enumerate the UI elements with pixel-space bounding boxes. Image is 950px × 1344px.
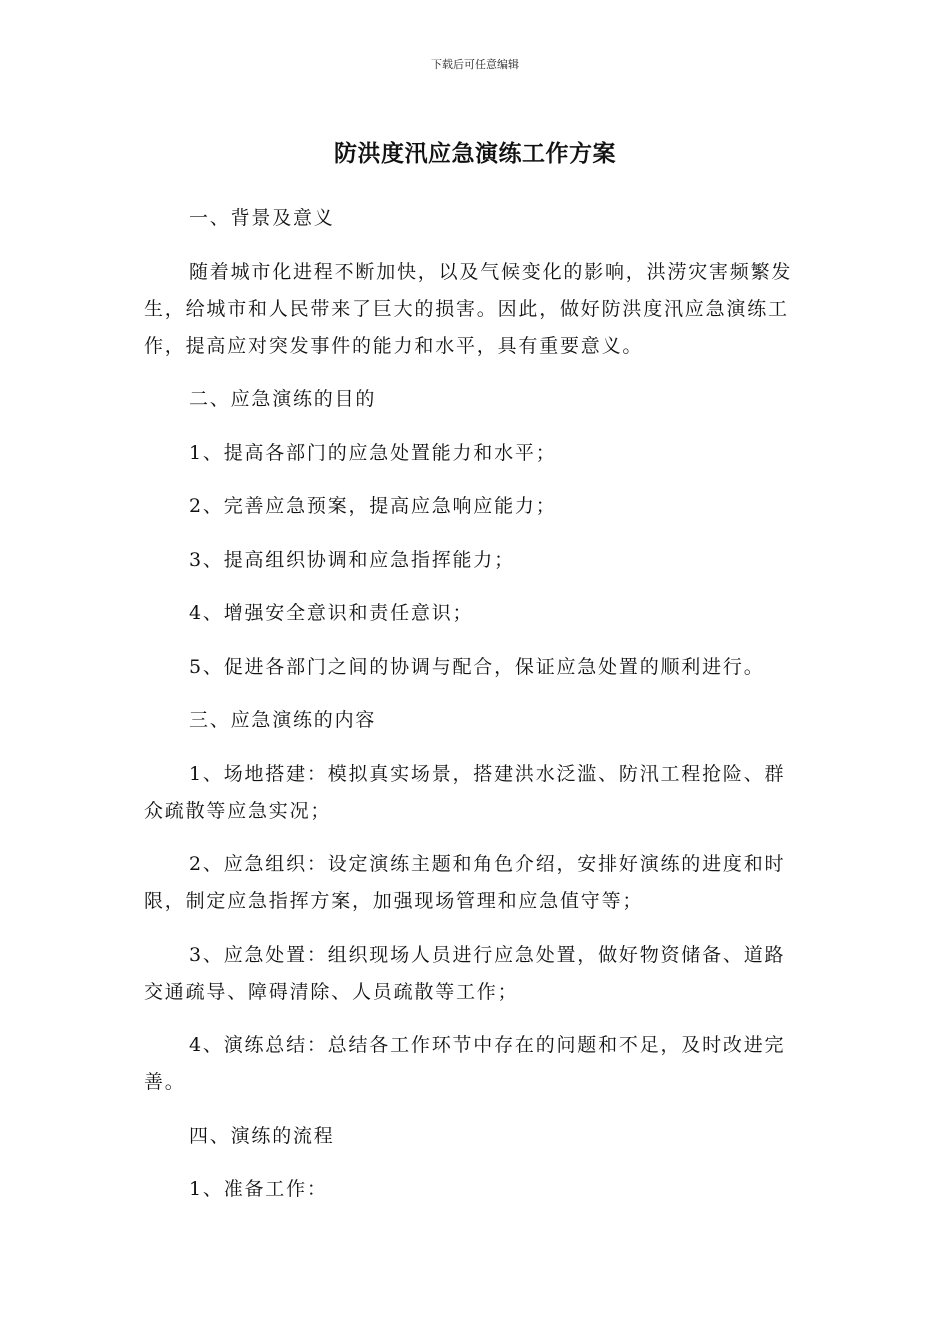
document-body bbox=[144, 200, 806, 1225]
list-item: 2、完善应急预案，提高应急响应能力； bbox=[189, 495, 557, 517]
section-heading-process: 四、演练的流程 bbox=[189, 1124, 335, 1147]
section-heading-purpose: 二、应急演练的目的 bbox=[189, 388, 377, 410]
list-item: 3、应急处置：组织现场人员进行应急处置，做好物资储备、道路交通疏导、障碍清除、人员疏散等工作； bbox=[144, 943, 786, 1003]
list-item: 3、提高组织协调和应急指挥能力； bbox=[189, 548, 515, 571]
paragraph-background: 随着城市化进程不断加快，以及气候变化的影响，洪涝灾害频繁发生，给城市和人民带来了巨大的损害。因此，做好防洪度汛应急演练工作，提高应对突发事件的能力和水平，具有重要意义。 bbox=[144, 260, 793, 357]
list-item: 1、场地搭建：模拟真实场景，搭建洪水泛滥、防汛工程抢险、群众疏散等应急实况； bbox=[144, 762, 786, 822]
section-heading-background: 一、背景及意义 bbox=[189, 207, 335, 229]
list-item: 1、提高各部门的应急处置能力和水平； bbox=[189, 441, 557, 464]
list-item: 5、促进各部门之间的协调与配合，保证应急处置的顺利进行。 bbox=[189, 655, 765, 678]
page-title: 防洪度汛应急演练工作方案 bbox=[334, 141, 616, 167]
header-note: 下载后可任意编辑 bbox=[431, 58, 519, 71]
list-item: 4、演练总结：总结各工作环节中存在的问题和不足，及时改进完善。 bbox=[144, 1034, 786, 1093]
list-item: 2、应急组织：设定演练主题和角色介绍，安排好演练的进度和时限，制定应急指挥方案，加强现场管理和应急值守等； bbox=[144, 853, 786, 912]
list-item: 1、准备工作： bbox=[189, 1178, 328, 1200]
list-item: 4、增强安全意识和责任意识； bbox=[189, 602, 474, 624]
section-heading-content: 三、应急演练的内容 bbox=[189, 709, 377, 731]
